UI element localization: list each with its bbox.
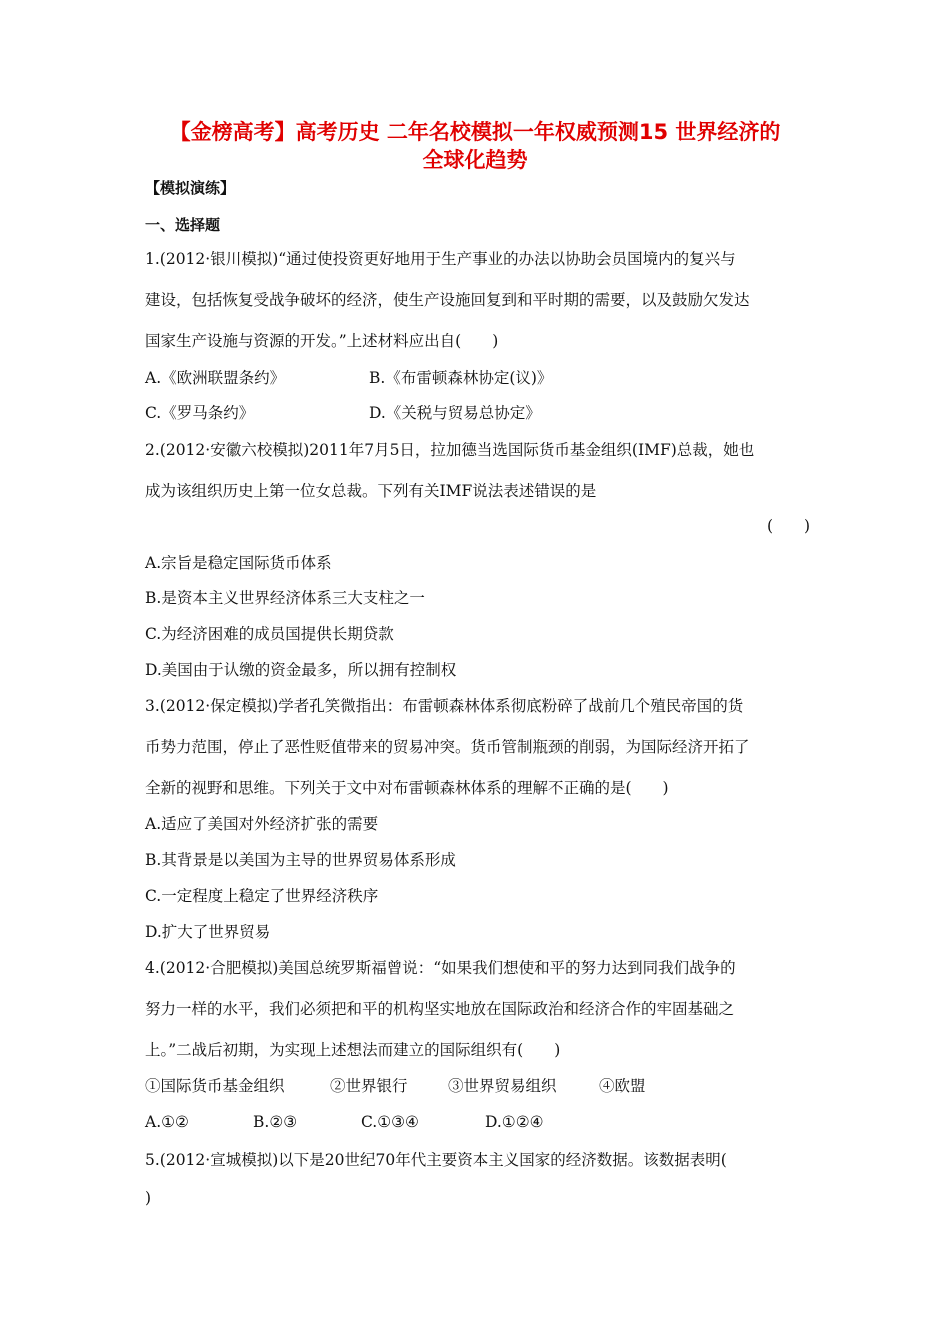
q3-line-2: 币势力范围，停止了恶性贬值带来的贸易冲突。货币管制瓶颈的削弱，为国际经济开拓了 [145, 738, 750, 756]
q1-line-3: 国家生产设施与资源的开发。”上述材料应出自( ) [145, 332, 499, 350]
q3-option-d: D.扩大了世界贸易 [145, 923, 271, 941]
q5-line-2: ) [145, 1189, 152, 1207]
q4-item-4: ④欧盟 [599, 1077, 646, 1095]
q4-option-c: C.①③④ [361, 1113, 419, 1131]
q1-option-d: D.《关税与贸易总协定》 [369, 404, 541, 422]
q1-line-2: 建设，包括恢复受战争破坏的经济，使生产设施回复到和平时期的需要，以及鼓励欠发达 [145, 291, 750, 309]
q2-option-d: D.美国由于认缴的资金最多，所以拥有控制权 [145, 661, 457, 679]
q4-option-d: D.①②④ [485, 1113, 544, 1131]
section-header: 【模拟演练】 [145, 179, 236, 197]
title-line-2: 全球化趋势 [422, 148, 528, 172]
q4-line-3: 上。”二战后初期，为实现上述想法而建立的国际组织有( ) [145, 1041, 561, 1059]
q5-line-1: 5.(2012·宣城模拟)以下是20世纪70年代主要资本主义国家的经济数据。该数据表明( [145, 1151, 727, 1169]
q2-option-c: C.为经济困难的成员国提供长期贷款 [145, 625, 394, 643]
q3-line-1: 3.(2012·保定模拟)学者孔笑微指出：布雷顿森林体系彻底粉碎了战前几个殖民帝国的货 [145, 697, 744, 715]
q4-line-1: 4.(2012·合肥模拟)美国总统罗斯福曾说：“如果我们想使和平的努力达到同我们战争的 [145, 959, 736, 977]
q2-line-2: 成为该组织历史上第一位女总裁。下列有关IMF说法表述错误的是 [145, 482, 597, 500]
q3-option-a: A.适应了美国对外经济扩张的需要 [145, 815, 379, 833]
q1-option-c: C.《罗马条约》 [145, 404, 255, 422]
part-header: 一、选择题 [145, 216, 221, 234]
q1-line-1: 1.(2012·银川模拟)“通过使投资更好地用于生产事业的办法以协助会员国境内的复兴与 [145, 250, 736, 268]
q2-answer-paren: ( ) [767, 517, 811, 535]
q3-option-c: C.一定程度上稳定了世界经济秩序 [145, 887, 379, 905]
q4-item-3: ③世界贸易组织 [448, 1077, 557, 1095]
document-title [120, 118, 830, 174]
q2-option-a: A.宗旨是稳定国际货币体系 [145, 554, 332, 572]
q3-option-b: B.其背景是以美国为主导的世界贸易体系形成 [145, 851, 456, 869]
q4-item-1: ①国际货币基金组织 [145, 1077, 285, 1095]
q4-option-a: A.①② [145, 1113, 189, 1131]
q1-option-b: B.《布雷顿森林协定(议)》 [369, 369, 553, 387]
q4-option-b: B.②③ [253, 1113, 298, 1131]
title-line-1: 【金榜高考】高考历史 二年名校模拟一年权威预测15 世界经济的 [169, 120, 781, 144]
q3-line-3: 全新的视野和思维。下列关于文中对布雷顿森林体系的理解不正确的是( ) [145, 779, 669, 797]
q4-line-2: 努力一样的水平，我们必须把和平的机构坚实地放在国际政治和经济合作的牢固基础之 [145, 1000, 735, 1018]
q2-line-1: 2.(2012·安徽六校模拟)2011年7月5日，拉加德当选国际货币基金组织(IMF)总裁，她也 [145, 441, 755, 459]
q4-item-2: ②世界银行 [330, 1077, 408, 1095]
q2-option-b: B.是资本主义世界经济体系三大支柱之一 [145, 589, 425, 607]
q1-option-a: A.《欧洲联盟条约》 [145, 369, 286, 387]
